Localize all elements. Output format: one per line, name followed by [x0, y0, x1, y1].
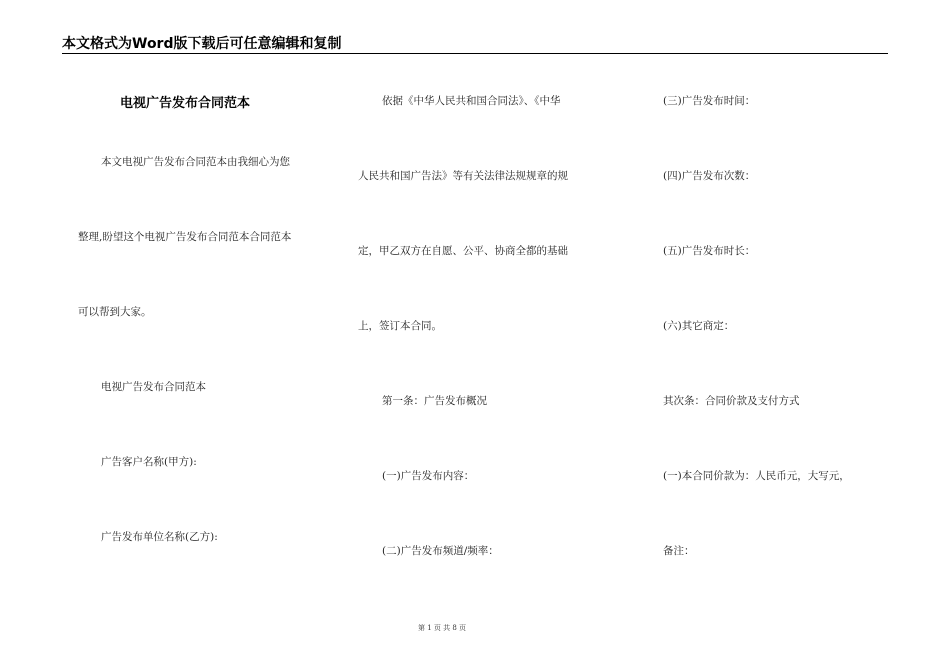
paragraph-line: 定，甲乙双方在自愿、公平、协商全都的基础 [358, 245, 568, 257]
page-number: 第 1 页 共 8 页 [417, 624, 467, 632]
paragraph-line: 上，签订本合同。 [358, 320, 442, 332]
paragraph-line: (一)广告发布内容： [382, 470, 475, 482]
paragraph-line: 第一条：广告发布概况 [382, 395, 487, 407]
paragraph-line: 广告客户名称(甲方): [101, 456, 197, 468]
paragraph-line: 备注： [663, 545, 695, 557]
paragraph-line: 可以帮到大家。 [78, 306, 152, 318]
paragraph-line: (四)广告发布次数： [663, 170, 756, 182]
paragraph-line: (二)广告发布频道/频率： [382, 545, 499, 557]
paragraph-line: (六)其它商定： [663, 320, 735, 332]
paragraph-line: (三)广告发布时间： [663, 95, 756, 107]
paragraph-line: 整理,盼望这个电视广告发布合同范本合同范本 [78, 231, 292, 243]
header-title: 本文格式为Word版下载后可任意编辑和复制 [62, 36, 342, 52]
paragraph-line: 本文电视广告发布合同范本由我细心为您 [101, 156, 290, 168]
paragraph-line: 电视广告发布合同范本 [101, 381, 206, 393]
paragraph-line: 依据《中华人民共和国合同法》、《中华 [382, 95, 561, 107]
paragraph-line: (一)本合同价款为：人民币元，大写元， [663, 470, 850, 482]
paragraph-line: 人民共和国广告法》等有关法律法规规章的规 [358, 170, 568, 182]
paragraph-line: (五)广告发布时长： [663, 245, 756, 257]
paragraph-line: 广告发布单位名称(乙方): [101, 531, 218, 543]
document-title: 电视广告发布合同范本 [120, 96, 251, 111]
paragraph-line: 其次条：合同价款及支付方式 [663, 395, 800, 407]
header-divider [62, 53, 888, 54]
